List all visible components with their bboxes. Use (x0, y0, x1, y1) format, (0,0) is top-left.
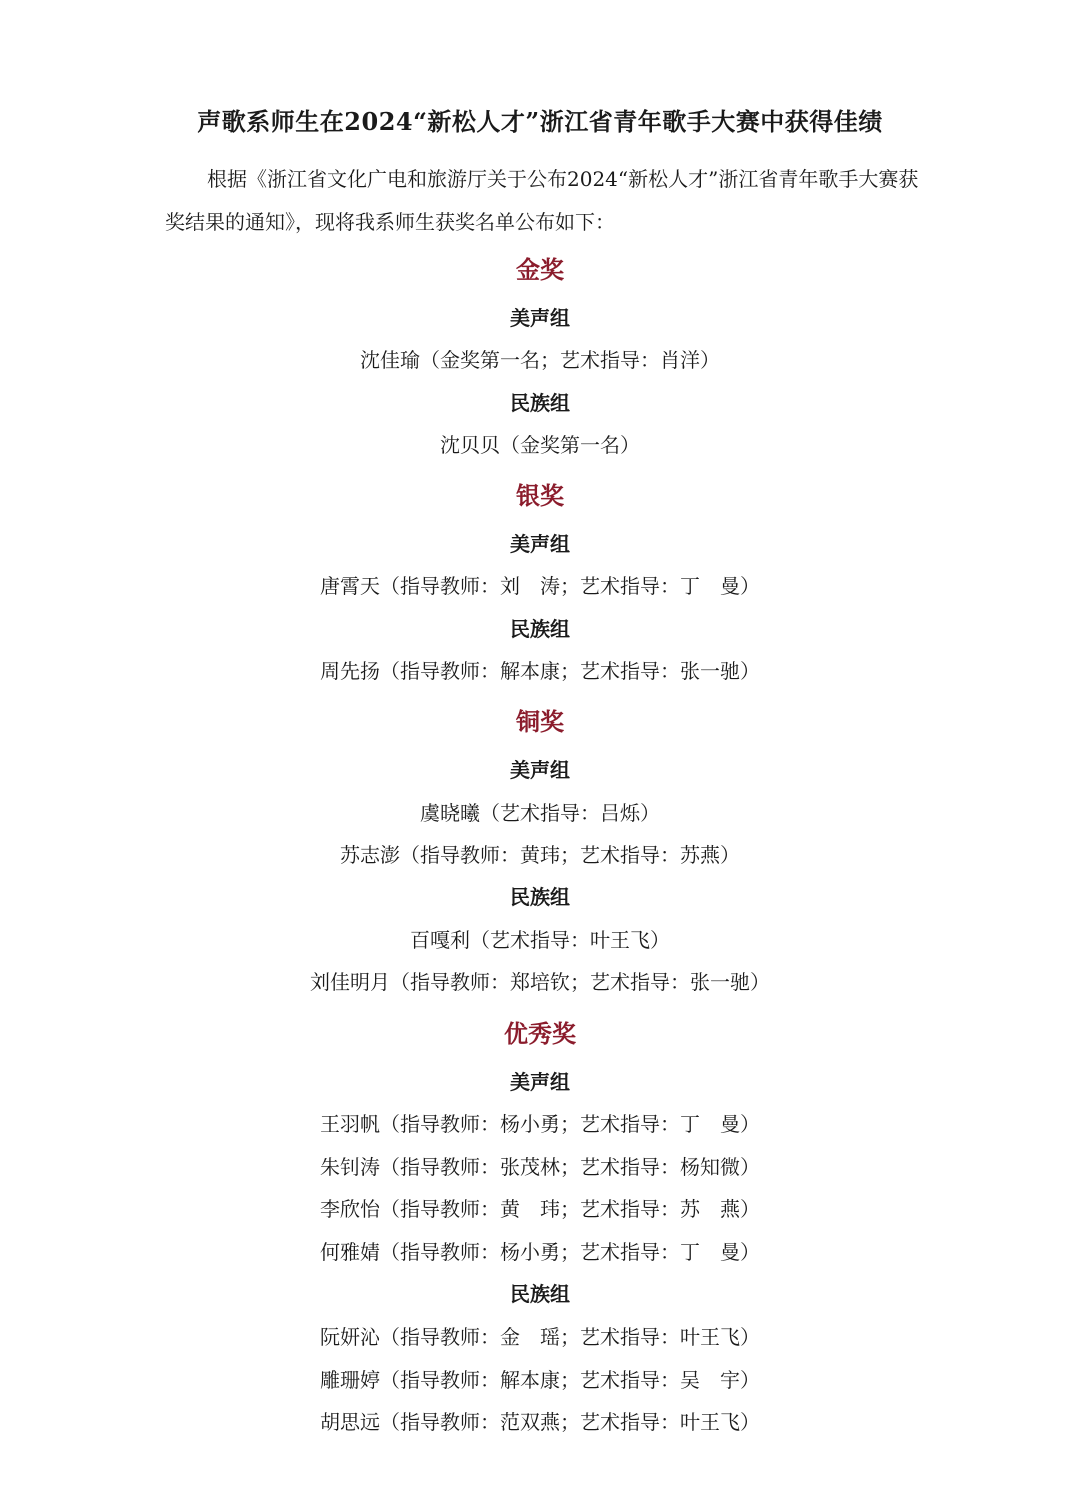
gold-bel-canto-entry: 沈佳瑜（金奖第一名；艺术指导：肖洋） (360, 348, 720, 372)
excellent-bel-canto-entry: 何雅婧（指导教师：杨小勇；艺术指导：丁 曼） (320, 1240, 760, 1264)
gold-folk-entry: 沈贝贝（金奖第一名） (440, 433, 640, 457)
excellent-bel-canto-entry: 王羽帆（指导教师：杨小勇；艺术指导：丁 曼） (320, 1112, 760, 1136)
bronze-folk-entry: 百嘎利（艺术指导：叶王飞） (410, 928, 670, 952)
excellent-bel-canto-group-label: 美声组 (510, 1070, 570, 1094)
silver-bel-canto-entry: 唐霄天（指导教师：刘 涛；艺术指导：丁 曼） (320, 574, 760, 598)
bronze-award-heading: 铜奖 (516, 707, 564, 736)
excellent-folk-entry: 雕珊婷（指导教师：解本康；艺术指导：吴 宇） (320, 1368, 760, 1392)
excellent-folk-entry: 阮妍沁（指导教师：金 瑶；艺术指导：叶王飞） (320, 1325, 760, 1349)
bronze-folk-group-label: 民族组 (510, 885, 570, 909)
bronze-bel-canto-group-label: 美声组 (510, 758, 570, 782)
gold-bel-canto-group-label: 美声组 (510, 306, 570, 330)
silver-folk-group-label: 民族组 (510, 617, 570, 641)
gold-folk-group-label: 民族组 (510, 391, 570, 415)
excellent-award-heading: 优秀奖 (504, 1019, 576, 1048)
excellent-folk-group-label: 民族组 (510, 1282, 570, 1306)
bronze-bel-canto-entry: 虞晓曦（艺术指导：吕烁） (420, 801, 660, 825)
silver-folk-entry: 周先扬（指导教师：解本康；艺术指导：张一驰） (320, 659, 760, 683)
bronze-folk-entry: 刘佳明月（指导教师：郑培钦；艺术指导：张一驰） (310, 970, 770, 994)
bronze-bel-canto-entry: 苏志澎（指导教师：黄玮；艺术指导：苏燕） (340, 843, 740, 867)
intro-paragraph: 根据《浙江省文化广电和旅游厅关于公布2024“新松人才”浙江省青年歌手大赛获奖结果的通知》，现将我系师生获奖名单公布如下： (165, 167, 919, 234)
document-title: 声歌系师生在2024“新松人才”浙江省青年歌手大赛中获得佳绩 (197, 107, 883, 136)
excellent-bel-canto-entry: 朱钊涛（指导教师：张茂林；艺术指导：杨知微） (320, 1155, 760, 1179)
excellent-folk-entry: 胡思远（指导教师：范双燕；艺术指导：叶王飞） (320, 1410, 760, 1434)
silver-bel-canto-group-label: 美声组 (510, 532, 570, 556)
silver-award-heading: 银奖 (516, 481, 564, 510)
excellent-bel-canto-entry: 李欣怡（指导教师：黄 玮；艺术指导：苏 燕） (320, 1197, 760, 1221)
gold-award-heading: 金奖 (516, 255, 564, 284)
